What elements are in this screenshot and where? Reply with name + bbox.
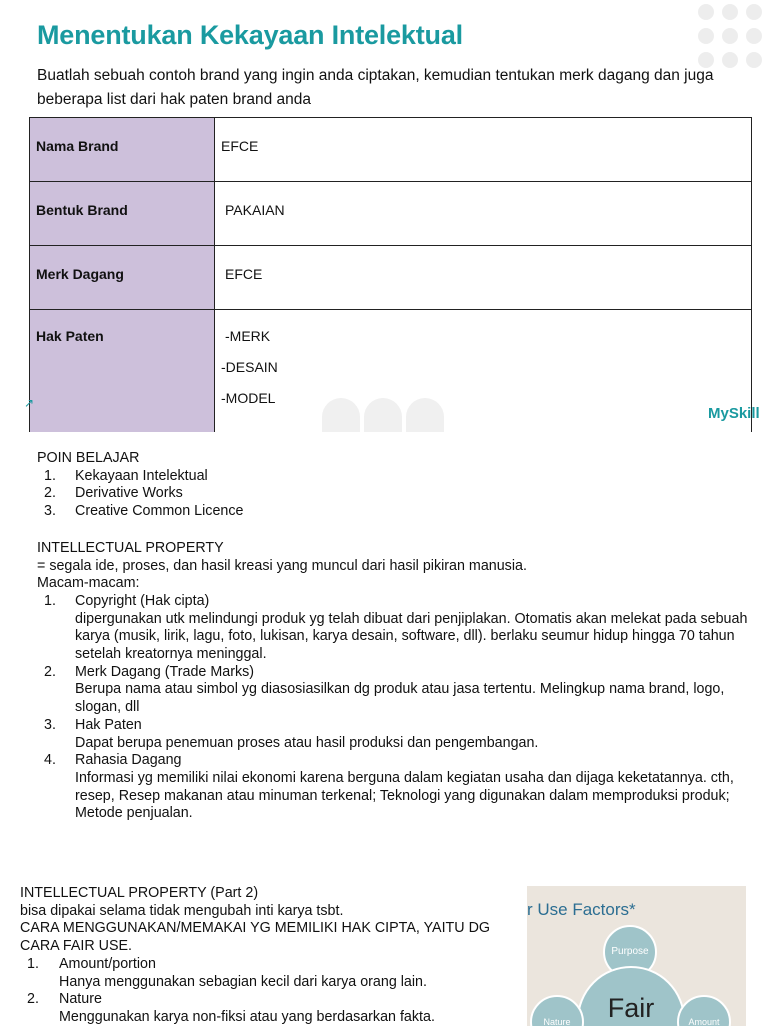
list-item: 4. Rahasia Dagang Informasi yg memiliki nilai ekonomi karena berguna dalam kegiatan usaha dan dijaga keketatannya. cth, resep, Resep makanan atau minuman terkenal; Teknologi yang digunakan dalam memproduksi produk; Metode penjualan. (44, 752, 734, 822)
fair-use-figure (527, 886, 746, 1026)
definition: = segala ide, proses, dan hasil kreasi yang muncul dari hasil pikiran manusia. (37, 557, 527, 574)
brand-table (29, 117, 752, 432)
slide-subtitle: Buatlah sebuah contoh brand yang ingin anda ciptakan, kemudian tentukan merk dagang dan juga beberapa list dari hak paten brand anda (37, 67, 714, 108)
figure-title: r Use Factors* (527, 900, 636, 919)
fair-circle: Fair (577, 966, 685, 1026)
table-row (30, 182, 752, 246)
list-item: 1. Amount/portion Hanya menggunakan sebagian kecil dari karya orang lain. (27, 955, 427, 990)
row-label: Hak Paten (30, 310, 215, 433)
notes (37, 450, 762, 823)
arrow-icon: ↗ (24, 396, 35, 410)
row-value: PAKAIAN (215, 182, 752, 246)
list-item: 2. Merk Dagang (Trade Marks) Berupa nama atau simbol yg diasosiasilkan dg produk atau jasa tertentu. Melingkup nama brand, logo, slogan, dll (44, 663, 725, 716)
list-item: 3. Creative Common Licence (44, 503, 244, 520)
row-value (215, 310, 752, 433)
row-label: Merk Dagang (30, 246, 215, 310)
table-row (30, 246, 752, 310)
note-line: CARA MENGGUNAKAN/MEMAKAI YG MEMILIKI HAK CIPTA, YAITU DG CARA FAIR USE. (20, 920, 491, 955)
part2-notes (20, 885, 500, 1027)
table-row (30, 118, 752, 182)
list-item: -MERK (225, 328, 271, 344)
section-heading: POIN BELAJAR (37, 450, 140, 466)
row-value: EFCE (215, 246, 752, 310)
list-item: 3. Hak Paten Dapat berupa penemuan proses atau hasil produksi dan pengembangan. (44, 716, 539, 751)
ip-types-list (37, 593, 762, 823)
list-item: 1. Kekayaan Intelektual (44, 467, 208, 484)
row-label: Nama Brand (30, 118, 215, 182)
logo: MySkill (708, 405, 760, 422)
note-line: bisa dipakai selama tidak mengubah inti karya tsbt. (20, 902, 344, 919)
list-item: -MODEL (221, 390, 276, 406)
fair-use-list (20, 956, 500, 1027)
list-item: 2. Nature Menggunakan karya non-fiksi atau yang berdasarkan fakta. (27, 991, 435, 1025)
paten-list (221, 328, 745, 406)
row-label: Bentuk Brand (30, 182, 215, 246)
section-heading: INTELLECTUAL PROPERTY (Part 2) (20, 885, 259, 901)
section-heading: INTELLECTUAL PROPERTY (37, 539, 224, 556)
purpose-circle: Purpose (603, 925, 657, 979)
list-item: 2. Derivative Works (44, 485, 183, 502)
list-item: 1. Copyright (Hak cipta) dipergunakan utk melindungi produk yg telah dibuat dari penjiplakan. Otomatis akan melekat pada sebuah karya (musik, lirik, lagu, foto, lukisan, karya desain, software, dll). berlaku seumur hidup hingga 70 tahun setelah kreatornya meninggal. (44, 592, 748, 663)
poin-list (37, 468, 762, 521)
list-item: -DESAIN (221, 359, 278, 375)
row-value: EFCE (215, 118, 752, 182)
slide (0, 0, 768, 432)
macam-label: Macam-macam: (37, 575, 140, 592)
amount-circle: Amount (677, 995, 731, 1026)
slide-title: Menentukan Kekayaan Intelektual (37, 20, 463, 50)
nature-circle: Nature (530, 995, 584, 1026)
